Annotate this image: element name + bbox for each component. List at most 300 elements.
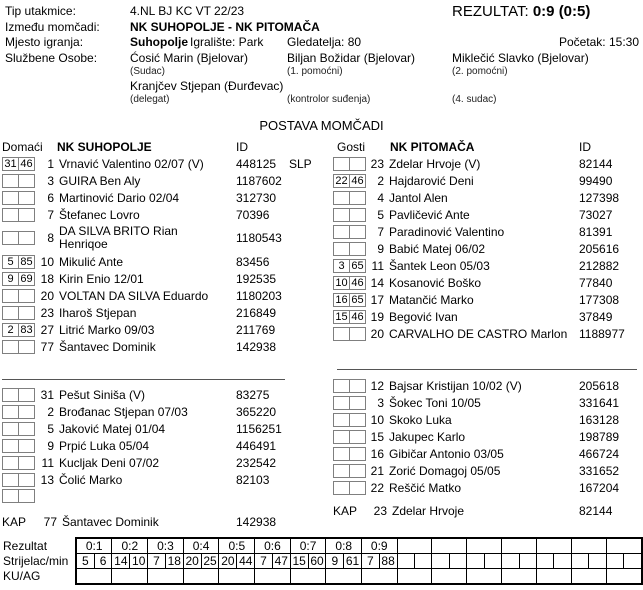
sub-in-box (333, 396, 350, 410)
kuag-cell (183, 569, 219, 585)
away-lineup-column (331, 140, 643, 519)
player-number: 7 (377, 224, 384, 239)
player-id: 205618 (579, 378, 620, 393)
player-id: 73027 (579, 207, 613, 222)
player-row (331, 206, 643, 223)
sub-min-box (18, 306, 35, 320)
player-row (0, 270, 330, 287)
score-cell: 0:2 (112, 538, 148, 554)
score-cell: 0:1 (76, 538, 112, 554)
sub-player-row (0, 420, 330, 437)
player-id: 142938 (236, 514, 277, 529)
sub-min-box (18, 191, 35, 205)
sub-min-box: 69 (18, 272, 35, 286)
away-side-label: Gosti (337, 140, 366, 154)
sub-min-box (18, 456, 35, 470)
player-number: 10 (40, 254, 54, 269)
player-row (331, 308, 643, 325)
player-name: Begović Ivan (389, 309, 458, 324)
away-team-name: NK PITOMAČA (390, 140, 475, 154)
sub-min-box (349, 191, 366, 205)
player-row (0, 304, 330, 321)
player-name: DA SILVA BRITO Rian Henriqoe (59, 224, 178, 251)
sub-in-box (333, 225, 350, 239)
kuag-cell (571, 569, 606, 585)
player-number: 77 (43, 514, 57, 529)
player-row (331, 155, 643, 172)
player-number: 20 (370, 326, 384, 341)
player-name: Jantol Alen (389, 190, 448, 205)
sub-min-box: 46 (349, 174, 366, 188)
sub-min-box: 46 (349, 310, 366, 324)
player-number: 13 (40, 472, 54, 487)
player-id: 211769 (236, 322, 276, 337)
scorer-cell-empty (432, 554, 449, 569)
sub-in-box (2, 231, 19, 245)
player-number: 77 (40, 339, 54, 354)
sub-in-box: 22 (333, 174, 350, 188)
player-id: 232542 (236, 455, 277, 470)
captain-label: KAP (2, 514, 27, 529)
assistant2-name: Miklečić Slavko (Bjelovar) (452, 51, 589, 65)
player-id: 1156251 (236, 421, 282, 436)
referee-name: Ćosić Marin (Bjelovar) (130, 51, 249, 65)
score-cell: 0:8 (326, 538, 362, 554)
sub-in-box: 16 (333, 293, 350, 307)
kuag-cell (606, 569, 642, 585)
score-cell-empty (606, 538, 642, 554)
sub-min-box (18, 473, 35, 487)
player-name: CARVALHO DE CASTRO Marlon (389, 326, 568, 341)
player-name: Jakupec Karlo (389, 429, 466, 444)
player-name: Šantavec Dominik (59, 339, 156, 354)
player-id: 163128 (579, 412, 620, 427)
player-id: 99490 (579, 173, 613, 188)
kuag-cell (76, 569, 112, 585)
sub-player-row (331, 377, 643, 394)
sub-min-box (349, 208, 366, 222)
sub-min-box (349, 396, 366, 410)
sub-min-box (349, 481, 366, 495)
sub-player-row (331, 445, 643, 462)
referee-role: (Sudac) (130, 66, 166, 77)
sub-in-box (2, 191, 19, 205)
sub-min-box (18, 489, 35, 503)
scorer-min-row (76, 554, 642, 569)
minute-cell-empty (519, 554, 536, 569)
home-id-header: ID (236, 140, 248, 154)
player-name: Babić Matej 06/02 (389, 241, 486, 256)
sub-player-row (0, 437, 330, 454)
sub-in-box (333, 413, 350, 427)
player-number: 23 (40, 305, 54, 320)
scorer-cell: 7 (255, 554, 273, 569)
player-name: Šokec Toni 10/05 (389, 395, 481, 410)
player-id: 167204 (579, 480, 620, 495)
player-number: 20 (40, 288, 54, 303)
player-id: 466724 (579, 446, 620, 461)
scorer-cell: 7 (362, 554, 380, 569)
sub-in-box (333, 242, 350, 256)
sub-player-row (0, 471, 330, 488)
scorer-cell-empty (467, 554, 484, 569)
sub-in-box: 9 (2, 272, 19, 286)
player-id: 37849 (579, 309, 613, 324)
sub-player-row (331, 411, 643, 428)
score-cell: 0:7 (290, 538, 326, 554)
home-lineup-header (0, 140, 330, 155)
sub-player-row (0, 454, 330, 471)
player-number: 23 (370, 156, 384, 171)
player-row (0, 253, 330, 270)
player-number: 5 (377, 207, 384, 222)
player-number: 9 (377, 241, 384, 256)
kuag-cell (219, 569, 255, 585)
home-team-name: NK SUHOPOLJE (57, 140, 152, 154)
scorer-cell: 5 (76, 554, 94, 569)
scorer-cell: 20 (183, 554, 201, 569)
player-name: Martinović Dario 02/04 (59, 190, 180, 205)
sub-in-box: 3 (333, 259, 350, 273)
sub-min-box: 65 (349, 259, 366, 273)
sub-player-row (0, 386, 330, 403)
player-name: Pavličević Ante (389, 207, 470, 222)
player-id: 198789 (579, 429, 620, 444)
sub-in-box (333, 430, 350, 444)
away-id-header: ID (579, 140, 591, 154)
sub-min-box (18, 439, 35, 453)
player-number: 3 (377, 395, 384, 410)
player-name: Mikulić Ante (59, 254, 124, 269)
player-name: Štefanec Lovro (59, 207, 140, 222)
player-name: Matančić Marko (389, 292, 474, 307)
sub-in-box (2, 439, 19, 453)
kuag-row-label: KU/AG (3, 569, 41, 583)
player-id: 331641 (579, 395, 620, 410)
sub-min-box (349, 413, 366, 427)
player-id: 216849 (236, 305, 277, 320)
minute-cell-empty (484, 554, 501, 569)
kuag-cell (112, 569, 148, 585)
player-id: 448125 (236, 156, 277, 171)
scorer-cell-empty (502, 554, 519, 569)
player-row (0, 155, 330, 172)
assistant2-role: (2. pomoćni) (452, 66, 508, 77)
sub-player-row (0, 403, 330, 420)
delegate-role: (delegat) (130, 94, 170, 105)
player-number: 8 (47, 231, 54, 245)
player-name: Prpić Luka 05/04 (59, 438, 150, 453)
sub-min-box (349, 157, 366, 171)
kuag-cell (290, 569, 326, 585)
player-name: Kosanović Boško (389, 275, 482, 290)
player-name: Šantavec Dominik (62, 514, 159, 529)
player-row (0, 223, 330, 253)
player-name: Reščić Matko (389, 480, 462, 495)
assistant1-name: Biljan Božidar (Bjelovar) (287, 51, 416, 65)
sub-min-box (18, 340, 35, 354)
player-number: 15 (370, 429, 384, 444)
player-id: 77840 (579, 275, 613, 290)
home-section-divider (2, 379, 285, 380)
sub-min-box (349, 225, 366, 239)
player-id: 365220 (236, 404, 277, 419)
score-progress-table (75, 537, 643, 585)
player-name: Čolić Marko (59, 472, 123, 487)
minute-cell: 61 (344, 554, 362, 569)
player-id: 83456 (236, 254, 270, 269)
player-number: 19 (370, 309, 384, 324)
teams-label: Između momčadi: (5, 20, 100, 34)
player-number: 5 (47, 421, 54, 436)
player-name: Zdelar Hrvoje (V) (389, 156, 481, 171)
player-number: 1 (47, 156, 54, 171)
match-type-value: 4.NL BJ KC VT 22/23 (130, 4, 245, 18)
player-row (0, 206, 330, 223)
player-number: 11 (371, 258, 384, 273)
result-row (76, 538, 642, 554)
kuag-cell (326, 569, 362, 585)
sub-in-box (2, 473, 19, 487)
scorer-cell: 14 (112, 554, 130, 569)
minute-cell: 18 (165, 554, 183, 569)
player-name: Pešut Siniša (V) (59, 387, 146, 402)
sub-in-box (2, 456, 19, 470)
kuag-row (76, 569, 642, 585)
sub-player-row (331, 462, 643, 479)
sub-in-box (2, 306, 19, 320)
player-number: 2 (47, 404, 54, 419)
sub-min-box (349, 327, 366, 341)
player-number: 23 (373, 503, 387, 518)
attendance-value: Gledatelja: 80 (287, 35, 362, 49)
player-row (0, 287, 330, 304)
sub-in-box (333, 464, 350, 478)
score-cell-empty (502, 538, 537, 554)
player-number: 21 (370, 463, 384, 478)
scorer-cell: 20 (219, 554, 237, 569)
teams-value: NK SUHOPOLJE - NK PITOMAČA (130, 20, 320, 34)
player-name: Kucljak Deni 07/02 (59, 455, 160, 470)
player-name: Litrić Marko 09/03 (59, 322, 155, 337)
sub-min-box: 85 (18, 255, 35, 269)
sub-in-box (333, 208, 350, 222)
player-number: 2 (377, 173, 384, 188)
player-name: Iharoš Stjepan (59, 305, 137, 320)
result-line (452, 3, 590, 20)
player-id: 127398 (579, 190, 620, 205)
kuag-cell (502, 569, 537, 585)
minute-cell-empty (414, 554, 431, 569)
minute-cell-empty (554, 554, 571, 569)
sub-in-box (2, 422, 19, 436)
scorer-row-label: Strijelac/min (3, 554, 69, 568)
lineup-title: POSTAVA MOMČADI (259, 118, 384, 133)
kuag-cell (148, 569, 184, 585)
player-number: 31 (40, 387, 54, 402)
sub-in-box (2, 174, 19, 188)
player-id: 1187602 (236, 173, 282, 188)
player-name: GUIRA Ben Aly (59, 173, 141, 188)
player-number: 17 (370, 292, 384, 307)
scorer-cell-empty (571, 554, 588, 569)
score-cell: 0:4 (183, 538, 219, 554)
player-id: 83275 (236, 387, 270, 402)
venue-value: Suhopolje (130, 35, 188, 49)
player-id: 177308 (579, 292, 620, 307)
sub-min-box (18, 388, 35, 402)
sub-in-box (333, 379, 350, 393)
result-label: REZULTAT: (452, 3, 529, 20)
score-cell: 0:3 (148, 538, 184, 554)
sub-in-box (333, 481, 350, 495)
player-id: 331652 (579, 463, 620, 478)
player-number: 12 (370, 378, 384, 393)
player-name: Hajdarović Deni (389, 173, 474, 188)
player-id: 192535 (236, 271, 277, 286)
kuag-cell (255, 569, 291, 585)
player-number: 14 (370, 275, 384, 290)
sub-in-box: 31 (2, 157, 19, 171)
player-name: VOLTAN DA SILVA Eduardo (59, 288, 209, 303)
minute-cell-empty (624, 554, 642, 569)
player-id: 312730 (236, 190, 277, 205)
sub-min-box (18, 174, 35, 188)
kuag-cell (432, 569, 467, 585)
minute-cell: 60 (308, 554, 326, 569)
player-id: 82103 (236, 472, 270, 487)
player-id: 81391 (579, 224, 613, 239)
sub-in-box (2, 208, 19, 222)
player-name: Bajsar Kristijan 10/02 (V) (389, 378, 522, 393)
kickoff-value: Početak: 15:30 (558, 35, 639, 49)
sub-player-row (331, 394, 643, 411)
player-row (331, 223, 643, 240)
sub-in-box: 5 (2, 255, 19, 269)
empty-sub-row (0, 488, 330, 503)
away-captain-row (331, 502, 643, 519)
player-name: Zdelar Hrvoje (392, 503, 465, 518)
sub-min-box: 65 (349, 293, 366, 307)
player-name: Šantek Leon 05/03 (389, 258, 490, 273)
sub-min-box (18, 405, 35, 419)
player-name: Brođanac Stjepan 07/03 (59, 404, 188, 419)
player-row (331, 172, 643, 189)
player-id: 446491 (236, 438, 277, 453)
player-tag: SLP (289, 156, 312, 171)
player-number: 4 (377, 190, 384, 205)
score-cell: 0:9 (362, 538, 398, 554)
sub-min-box (18, 422, 35, 436)
player-row (0, 189, 330, 206)
score-cell-empty (571, 538, 606, 554)
score-cell-empty (432, 538, 467, 554)
sub-min-box: 46 (349, 276, 366, 290)
scorer-cell: 15 (290, 554, 308, 569)
player-row (0, 338, 330, 355)
match-type-label: Tip utakmice: (5, 4, 76, 18)
minute-cell: 10 (130, 554, 148, 569)
sub-in-box: 2 (2, 323, 19, 337)
sub-in-box (333, 447, 350, 461)
pitch-value: Igralište: Park (190, 35, 264, 49)
player-name: Gibičar Antonio 03/05 (389, 446, 504, 461)
player-id: 205616 (579, 241, 620, 256)
sub-min-box: 83 (18, 323, 35, 337)
sub-in-box (333, 327, 350, 341)
player-row (331, 189, 643, 206)
kuag-cell (397, 569, 432, 585)
player-row (331, 291, 643, 308)
fourth-official-role: (4. sudac) (452, 94, 497, 105)
sub-in-box (2, 405, 19, 419)
sub-in-box (2, 489, 19, 503)
player-number: 10 (370, 412, 384, 427)
score-cell-empty (537, 538, 572, 554)
assistant1-role: (1. pomoćni) (287, 66, 343, 77)
player-number: 11 (41, 455, 54, 470)
player-number: 18 (40, 271, 54, 286)
sub-in-box (333, 191, 350, 205)
player-name: Skoko Luka (389, 412, 452, 427)
kuag-cell (467, 569, 502, 585)
player-id: 212882 (579, 258, 620, 273)
sub-min-box (349, 447, 366, 461)
score-cell: 0:6 (255, 538, 291, 554)
sub-in-box: 10 (333, 276, 350, 290)
player-row (331, 240, 643, 257)
scorer-cell: 7 (148, 554, 166, 569)
result-row-label: Rezultat (3, 539, 48, 553)
player-name: Zorić Domagoj 05/05 (389, 463, 501, 478)
sub-in-box (2, 289, 19, 303)
minute-cell: 25 (201, 554, 219, 569)
player-row (0, 321, 330, 338)
player-row (331, 257, 643, 274)
player-row (331, 274, 643, 291)
player-id: 82144 (579, 156, 613, 171)
sub-min-box (349, 242, 366, 256)
player-number: 3 (47, 173, 54, 188)
player-row (0, 172, 330, 189)
home-side-label: Domaći (2, 140, 43, 154)
officials-label: Službene Osobe: (5, 51, 98, 65)
sub-in-box: 15 (333, 310, 350, 324)
score-cell: 0:5 (219, 538, 255, 554)
sub-player-row (331, 428, 643, 445)
venue-label: Mjesto igranja: (5, 35, 84, 49)
sub-min-box (349, 379, 366, 393)
sub-min-box (18, 208, 35, 222)
minute-cell-empty (449, 554, 466, 569)
sub-min-box (349, 430, 366, 444)
kuag-cell (362, 569, 398, 585)
minute-cell: 47 (272, 554, 290, 569)
score-cell-empty (467, 538, 502, 554)
scorer-cell-empty (397, 554, 414, 569)
score-cell-empty (397, 538, 432, 554)
away-section-divider (337, 369, 637, 370)
minute-cell: 44 (237, 554, 255, 569)
away-lineup-header (331, 140, 643, 155)
minute-cell: 88 (379, 554, 397, 569)
sub-in-box (2, 388, 19, 402)
sub-min-box (18, 289, 35, 303)
player-name: Vrnavić Valentino 02/07 (V) (59, 156, 204, 171)
home-lineup-column (0, 140, 330, 530)
player-number: 7 (47, 207, 54, 222)
player-id: 82144 (579, 503, 613, 518)
